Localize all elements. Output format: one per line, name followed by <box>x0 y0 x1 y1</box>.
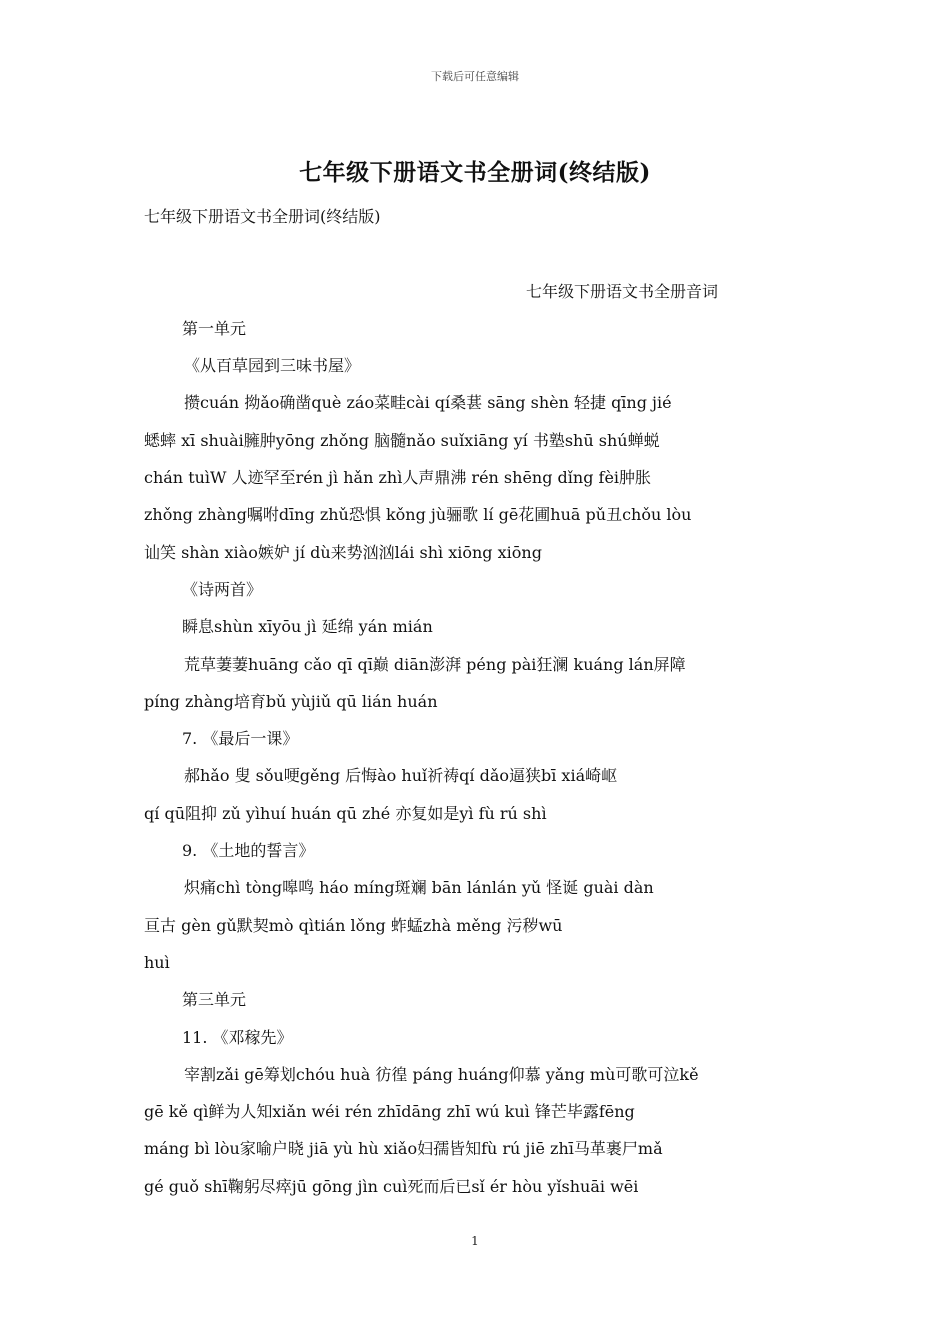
lesson-heading: 7. 《最后一课》 <box>182 729 299 749</box>
document-body <box>144 198 808 1205</box>
vocab-line: zhǒng zhàng嘱咐dīng zhǔ恐惧 kǒng jù骊歌 lí gē花圃huā pǔ丑chǒu lòu <box>144 505 692 525</box>
page-header: 下载后可任意编辑 <box>431 70 519 83</box>
vocab-line: gē kě qì鲜为人知xiǎn wéi rén zhīdāng zhī wú kuì 锋芒毕露fēng <box>144 1102 635 1122</box>
section-heading: 七年级下册语文书全册音词 <box>525 281 718 301</box>
vocab-line: qí qū阻抑 zǔ yìhuí huán qū zhé 亦复如是yì fù rú shì <box>144 803 547 823</box>
lesson-heading: 《从百草园到三味书屋》 <box>184 356 361 376</box>
unit-heading: 第一单元 <box>182 318 247 338</box>
vocab-line: 攒cuán 拗ǎo确凿què záo菜畦cài qí桑葚 sāng shèn 轻捷 qīng jié <box>184 393 672 413</box>
lesson-heading: 《诗两首》 <box>182 579 263 599</box>
vocab-line: 荒草萋萋huāng cǎo qī qī巅 diān澎湃 péng pài狂澜 kuáng lán屏障 <box>184 654 686 674</box>
lesson-heading: 11. 《邓稼先》 <box>182 1027 293 1047</box>
vocab-line: 宰割zǎi gē筹划chóu huà 彷徨 páng huáng仰慕 yǎng mù可歌可泣kě <box>184 1064 699 1084</box>
vocab-line: chán tuìW 人迹罕至rén jì hǎn zhì人声鼎沸 rén shēng dǐng fèi肿胀 <box>144 468 652 488</box>
vocab-line: gé guǒ shī鞠躬尽瘁jū gōng jìn cuì死而后已sǐ ér hòu yǐshuāi wēi <box>144 1176 639 1196</box>
blank-line <box>144 235 808 272</box>
vocab-line: máng bì lòu家喻户晓 jiā yù hù xiǎo妇孺皆知fù rú jiē zhī马革裹尸mǎ <box>144 1139 663 1159</box>
lesson-heading: 9. 《土地的誓言》 <box>182 841 315 861</box>
vocab-line: 瞬息shùn xīyōu jì 延绵 yán mián <box>182 617 433 637</box>
vocab-line: 讪笑 shàn xiào嫉妒 jí dù来势汹汹lái shì xiōng xiōng <box>144 542 542 562</box>
vocab-line: 蟋蟀 xī shuài臃肿yōng zhǒng 脑髓nǎo suǐxiāng yí 书塾shū shú蝉蜕 <box>144 430 660 450</box>
vocab-line: 炽痛chì tòng嗥鸣 háo míng斑斓 bān lánlán yǔ 怪诞 guài dàn <box>184 878 654 898</box>
vocab-line: píng zhàng培育bǔ yùjiǔ qū lián huán <box>144 691 438 711</box>
document-title: 七年级下册语文书全册词(终结版) <box>299 159 651 186</box>
subtitle-line: 七年级下册语文书全册词(终结版) <box>144 207 381 226</box>
unit-heading: 第三单元 <box>182 990 247 1010</box>
vocab-line: 郝hǎo 叟 sǒu哽gěng 后悔ào huǐ祈祷qí dǎo逼狭bī xiá崎岖 <box>184 766 618 786</box>
page-number: 1 <box>471 1234 479 1248</box>
vocab-line: huì <box>144 952 170 972</box>
vocab-line: 亘古 gèn gǔ默契mò qìtián lǒng 蚱蜢zhà měng 污秽wū <box>144 915 563 935</box>
